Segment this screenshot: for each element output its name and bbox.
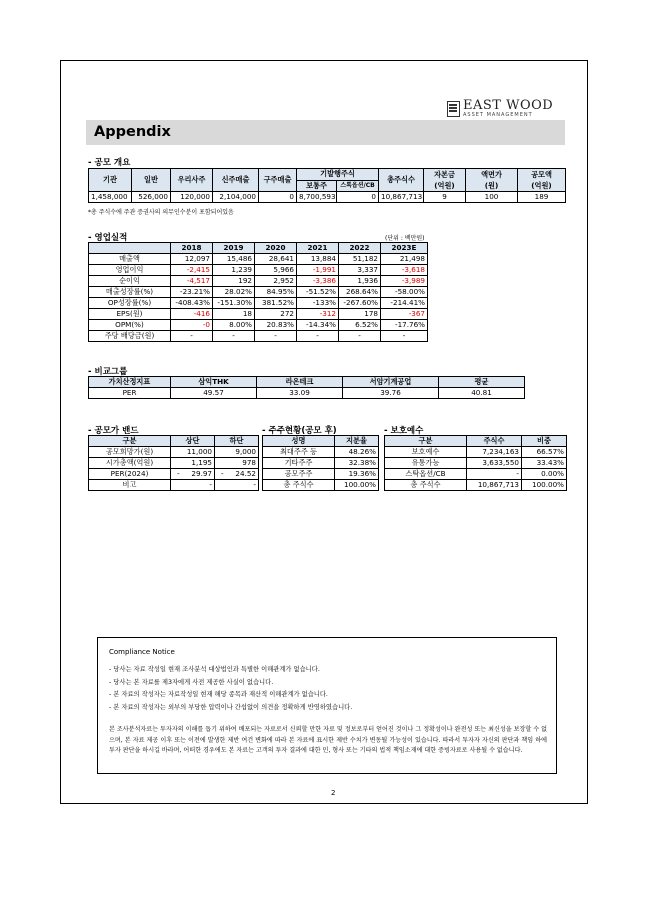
table-cell: -3,618 bbox=[381, 265, 428, 276]
table-cell: -17.76% bbox=[381, 320, 428, 331]
table-cell: - bbox=[467, 469, 522, 480]
table-cell: -151.30% bbox=[213, 298, 255, 309]
table-cell: 1,936 bbox=[339, 276, 381, 287]
row-label: OP성장률(%) bbox=[89, 298, 171, 309]
table-cell: 총 주식수 bbox=[263, 480, 335, 491]
table-cell: 0.00% bbox=[522, 469, 567, 480]
table-header-cell: 서암기계공업 bbox=[343, 377, 439, 388]
table-header-cell: 구분 bbox=[89, 436, 171, 447]
table-cell: 2,952 bbox=[255, 276, 297, 287]
table-cell: -58.00% bbox=[381, 287, 428, 298]
compliance-paragraph: 본 조사분석자료는 투자자의 이해를 돕기 위하여 배포되는 자료로서 신뢰할 만한 자료 및 정보로부터 얻어진 것이나 그 정확성이나 완전성 또는 최신성을 보장할 수 없으며, 본 자료 제공 이후 또는 이전에 발생한 제반 여건 변화에 따라 본 자료에 표시한 제반 수치가 변동될 가능성이 있습니다. 따라서 투자자 자신의 판단과 책임 하에 투자 판단을 하시길 바라며, 어떠한 경우에도 본 자료는 고객의 투자 결과에 대한 민, 형사 또는 기타의 법적 책임소재에 대한 증빙자료로 사용될 수 없습니다. bbox=[109, 726, 547, 754]
table-cell: 1,239 bbox=[213, 265, 255, 276]
cell-value: 1,195 bbox=[191, 458, 212, 467]
ipo-header: 우리사주 bbox=[171, 169, 213, 192]
table-cell: 33.09 bbox=[257, 388, 343, 399]
table-cell: 스탁옵션/CB bbox=[385, 469, 467, 480]
table-header-cell: 평균 bbox=[439, 377, 525, 388]
table-cell: 100.00% bbox=[522, 480, 567, 491]
table-cell: 총 주식수 bbox=[385, 480, 467, 491]
table-cell: 7,234,163 bbox=[467, 447, 522, 458]
table-cell: -133% bbox=[297, 298, 339, 309]
table-cell: 유통가능 bbox=[385, 458, 467, 469]
table-cell: 8.00% bbox=[213, 320, 255, 331]
ipo-header: 구주매출 bbox=[259, 169, 297, 192]
table-cell: 기타주주 bbox=[263, 458, 335, 469]
table-row bbox=[89, 192, 566, 203]
compliance-items bbox=[109, 664, 549, 714]
row-label: 공모희망가(원) bbox=[89, 447, 171, 458]
table-cell: 9 bbox=[424, 192, 466, 203]
table-cell: 40.81 bbox=[439, 388, 525, 399]
table-cell: 100.00% bbox=[335, 480, 379, 491]
table-header-row bbox=[89, 243, 428, 254]
table-cell: 39.76 bbox=[343, 388, 439, 399]
table-cell bbox=[171, 447, 215, 458]
table-cell: -3,386 bbox=[297, 276, 339, 287]
table-row bbox=[89, 447, 259, 458]
perf-unit: (단위 : 백만원) bbox=[385, 235, 425, 242]
table-cell: 1,458,000 bbox=[89, 192, 132, 203]
ipo-header: 기발행주식 bbox=[297, 169, 379, 181]
ipo-header: 스톡옵션/CB bbox=[337, 180, 379, 192]
table-cell: -416 bbox=[171, 309, 213, 320]
table-cell: 0 bbox=[259, 192, 297, 203]
table-cell bbox=[171, 480, 215, 491]
ipo-header: 신주매출 bbox=[213, 169, 259, 192]
table-cell: 48.26% bbox=[335, 447, 379, 458]
table-cell: 21,498 bbox=[381, 254, 428, 265]
table-cell: 268.64% bbox=[339, 287, 381, 298]
table-cell: 100 bbox=[466, 192, 518, 203]
table-header-cell: 2023E bbox=[381, 243, 428, 254]
table-cell: -267.60% bbox=[339, 298, 381, 309]
table-cell: 0 bbox=[337, 192, 379, 203]
table-header-cell: 하단 bbox=[215, 436, 259, 447]
table-cell: 526,000 bbox=[132, 192, 171, 203]
table-cell bbox=[215, 458, 259, 469]
table-cell bbox=[215, 447, 259, 458]
table-cell: 49.57 bbox=[171, 388, 257, 399]
table-row bbox=[89, 309, 428, 320]
row-label: PER(2024) bbox=[89, 469, 171, 480]
ipo-header: 보통주 bbox=[297, 180, 337, 192]
table-row bbox=[89, 276, 428, 287]
ipo-table bbox=[88, 168, 566, 203]
lockup-section-title: - 보호예수 bbox=[384, 426, 424, 436]
table-row bbox=[89, 254, 428, 265]
band-section-title: - 공모가 밴드 bbox=[88, 426, 139, 436]
table-cell: -23.21% bbox=[171, 287, 213, 298]
table-cell: 10,867,713 bbox=[379, 192, 424, 203]
holders-table bbox=[262, 435, 379, 491]
table-cell: 13,884 bbox=[297, 254, 339, 265]
ipo-header-amount: 공모액 (억원) bbox=[518, 169, 566, 192]
table-header-cell: 비중 bbox=[522, 436, 567, 447]
table-row bbox=[385, 458, 567, 469]
ipo-header: 일반 bbox=[132, 169, 171, 192]
ipo-section-title: - 공모 개요 bbox=[88, 158, 131, 168]
row-label: 매출성장률(%) bbox=[89, 287, 171, 298]
table-row bbox=[385, 480, 567, 491]
compliance-notice bbox=[97, 637, 557, 774]
table-row bbox=[385, 447, 567, 458]
table-header-row bbox=[89, 436, 259, 447]
table-cell: 28.02% bbox=[213, 287, 255, 298]
table-cell: 33.43% bbox=[522, 458, 567, 469]
table-cell: 32.38% bbox=[335, 458, 379, 469]
table-header-cell: 2020 bbox=[255, 243, 297, 254]
table-cell: -408.43% bbox=[171, 298, 213, 309]
band-table bbox=[88, 435, 259, 491]
table-cell: 18 bbox=[213, 309, 255, 320]
compliance-item: - 본 자료의 작성자는 자료작성일 현재 해당 종목과 재산적 이해관계가 없습니다. bbox=[109, 691, 328, 698]
ipo-header-par: 액면가 (원) bbox=[466, 169, 518, 192]
table-cell: -4,517 bbox=[171, 276, 213, 287]
logo-name: EAST WOOD bbox=[463, 98, 554, 113]
table-header-cell: 2019 bbox=[213, 243, 255, 254]
cell-value: 11,000 bbox=[186, 447, 212, 456]
compliance-title: Compliance Notice bbox=[109, 648, 175, 656]
cell-value: 9,000 bbox=[235, 447, 256, 456]
table-cell: - bbox=[339, 331, 381, 342]
table-header-cell: 상단 bbox=[171, 436, 215, 447]
table-cell: 192 bbox=[213, 276, 255, 287]
dash-prefix: - bbox=[221, 469, 224, 478]
table-cell: -0 bbox=[171, 320, 213, 331]
table-header-cell: 2021 bbox=[297, 243, 339, 254]
logo bbox=[447, 100, 553, 118]
table-row bbox=[89, 298, 428, 309]
table-cell: -14.34% bbox=[297, 320, 339, 331]
table-row bbox=[89, 458, 259, 469]
table-cell: 28,641 bbox=[255, 254, 297, 265]
cell-value: - bbox=[253, 480, 256, 489]
table-cell: -51.52% bbox=[297, 287, 339, 298]
logo-subtitle: ASSET MANAGEMENT bbox=[463, 112, 533, 118]
table-cell: 3,337 bbox=[339, 265, 381, 276]
row-label: EPS(원) bbox=[89, 309, 171, 320]
table-cell: 8,700,593 bbox=[297, 192, 337, 203]
table-cell: -2,415 bbox=[171, 265, 213, 276]
row-label: 시가총액(억원) bbox=[89, 458, 171, 469]
dash-prefix: - bbox=[177, 469, 180, 478]
table-cell: 공모주주 bbox=[263, 469, 335, 480]
table-header-row bbox=[385, 436, 567, 447]
table-row bbox=[385, 469, 567, 480]
table-row bbox=[89, 469, 259, 480]
table-cell: 51,182 bbox=[339, 254, 381, 265]
table-cell: 381.52% bbox=[255, 298, 297, 309]
table-header-cell: 가치산정지표 bbox=[89, 377, 171, 388]
table-cell: 5,966 bbox=[255, 265, 297, 276]
table-cell: 189 bbox=[518, 192, 566, 203]
ipo-header: 기관 bbox=[89, 169, 132, 192]
table-header-cell: 라온테크 bbox=[257, 377, 343, 388]
table-header-cell: 주식수 bbox=[467, 436, 522, 447]
cell-value: 978 bbox=[242, 458, 256, 467]
table-cell bbox=[215, 469, 259, 480]
table-header-cell: 구분 bbox=[385, 436, 467, 447]
table-cell: 178 bbox=[339, 309, 381, 320]
table-header-cell: 2022 bbox=[339, 243, 381, 254]
table-cell: - bbox=[297, 331, 339, 342]
table-cell: PER bbox=[89, 388, 171, 399]
peer-section-title: - 비교그룹 bbox=[88, 367, 128, 377]
page-title: Appendix bbox=[94, 124, 171, 140]
table-cell: -214.41% bbox=[381, 298, 428, 309]
table-cell: - bbox=[213, 331, 255, 342]
holders-section-title: - 주주현황(공모 후) bbox=[262, 426, 337, 436]
table-cell: 66.57% bbox=[522, 447, 567, 458]
title-bar bbox=[86, 120, 565, 145]
ipo-note: *총 주식수에 주관 증권사의 의무인수분이 포함되어있음 bbox=[88, 209, 234, 216]
table-cell: 84.95% bbox=[255, 287, 297, 298]
table-cell: 20.83% bbox=[255, 320, 297, 331]
table-cell: -1,991 bbox=[297, 265, 339, 276]
table-row bbox=[263, 469, 379, 480]
table-cell: 15,486 bbox=[213, 254, 255, 265]
perf-table bbox=[88, 242, 428, 342]
table-row bbox=[89, 331, 428, 342]
table-cell: 10,867,713 bbox=[467, 480, 522, 491]
cell-value: 29.97 bbox=[191, 469, 212, 478]
table-cell: 최대주주 등 bbox=[263, 447, 335, 458]
row-label: 영업이익 bbox=[89, 265, 171, 276]
table-row bbox=[89, 388, 525, 399]
table-cell: 6.52% bbox=[339, 320, 381, 331]
table-header-cell: 지분율 bbox=[335, 436, 379, 447]
table-cell: 3,633,550 bbox=[467, 458, 522, 469]
compliance-item: - 당사는 본 자료를 제3자에게 사전 제공한 사실이 없습니다. bbox=[109, 678, 274, 686]
table-cell bbox=[171, 458, 215, 469]
compliance-item: - 본 자료의 작성자는 외부의 부당한 압력이나 간섭없이 의견을 정확하게 반영하였습니다. bbox=[109, 703, 353, 711]
ipo-header-capital: 자본금 (억원) bbox=[424, 169, 466, 192]
cell-value: 24.52 bbox=[235, 469, 256, 478]
cell-value: - bbox=[209, 480, 212, 489]
row-label: OPM(%) bbox=[89, 320, 171, 331]
table-cell bbox=[215, 480, 259, 491]
table-row bbox=[263, 458, 379, 469]
compliance-item: - 당사는 자료 작성일 현재 조사분석 대상법인과 특별한 이해관계가 없습니다. bbox=[109, 666, 320, 673]
table-row bbox=[263, 447, 379, 458]
table-header-cell: 삼익THK bbox=[171, 377, 257, 388]
row-label: 주당 배당금(원) bbox=[89, 331, 171, 342]
table-cell: - bbox=[255, 331, 297, 342]
table-cell: 보호예수 bbox=[385, 447, 467, 458]
table-header-row bbox=[89, 377, 525, 388]
table-cell bbox=[171, 469, 215, 480]
page-number: 2 bbox=[331, 789, 336, 797]
table-cell: 12,097 bbox=[171, 254, 213, 265]
lockup-table bbox=[384, 435, 567, 491]
logo-icon bbox=[447, 101, 460, 117]
table-cell: 2,104,000 bbox=[213, 192, 259, 203]
table-row bbox=[89, 480, 259, 491]
table-row bbox=[89, 287, 428, 298]
row-label: 비고 bbox=[89, 480, 171, 491]
table-row bbox=[89, 265, 428, 276]
table-header-cell: 성명 bbox=[263, 436, 335, 447]
table-cell: 19.36% bbox=[335, 469, 379, 480]
table-cell: 120,000 bbox=[171, 192, 213, 203]
table-cell: 272 bbox=[255, 309, 297, 320]
peer-table bbox=[88, 376, 525, 399]
table-cell bbox=[89, 243, 171, 254]
ipo-header: 총주식수 bbox=[379, 169, 424, 192]
table-cell: -367 bbox=[381, 309, 428, 320]
table-row bbox=[89, 320, 428, 331]
table-cell: - bbox=[381, 331, 428, 342]
table-header-row bbox=[263, 436, 379, 447]
table-cell: - bbox=[171, 331, 213, 342]
row-label: 매출액 bbox=[89, 254, 171, 265]
perf-section-title: - 영업실적 bbox=[88, 233, 128, 243]
table-header-cell: 2018 bbox=[171, 243, 213, 254]
table-row bbox=[263, 480, 379, 491]
table-cell: -312 bbox=[297, 309, 339, 320]
row-label: 순이익 bbox=[89, 276, 171, 287]
table-cell: -3,989 bbox=[381, 276, 428, 287]
